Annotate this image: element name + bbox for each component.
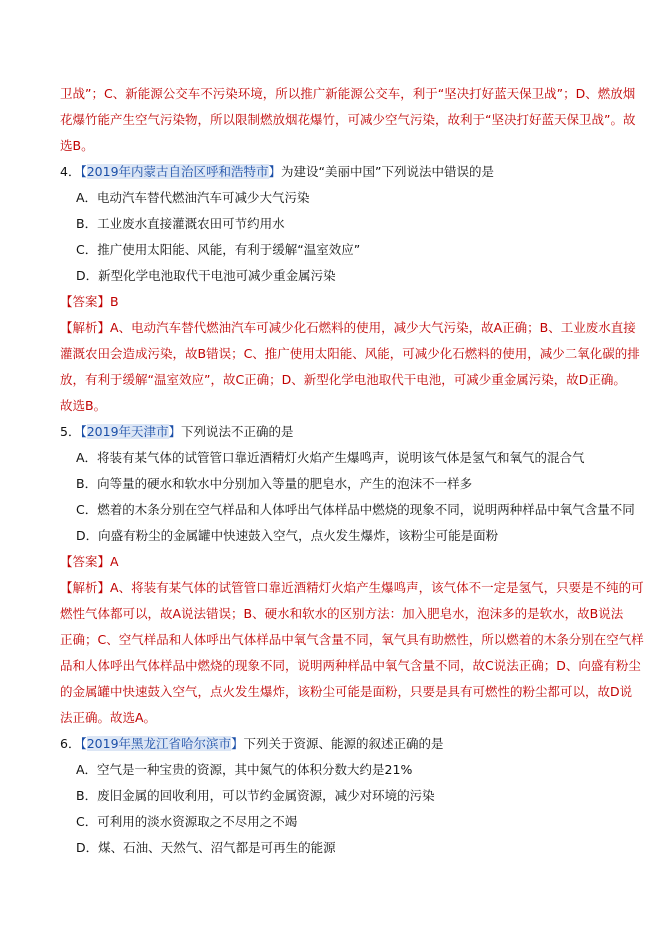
intro-line-2: 花爆竹能产生空气污染物，所以限制燃放烟花爆竹，可减少空气污染，故利于“坚决打好蓝天保卫战”。故 bbox=[60, 112, 636, 127]
q5-option-c: C．燃着的木条分别在空气样品和人体呼出气体样品中燃烧的现象不同，说明两种样品中氧气含量不同 bbox=[76, 502, 635, 517]
analysis-label: 【解析】 bbox=[60, 580, 111, 595]
q5-analysis-line-1: 【解析】A、将装有某气体的试管管口靠近酒精灯火焰产生爆鸣声，该气体不一定是氢气，只要是不纯的可 bbox=[60, 580, 644, 595]
question-text: 下列关于资源、能源的叙述正确的是 bbox=[243, 736, 444, 751]
q5-analysis-line-2: 燃性气体都可以，故A说法错误；B、硬水和软水的区别方法：加入肥皂水，泡沫多的是软水，故B说法 bbox=[60, 606, 624, 621]
q6-option-d: D．煤、石油、天然气、沼气都是可再生的能源 bbox=[76, 840, 336, 855]
question-text: 下列说法不正确的是 bbox=[181, 424, 294, 439]
answer-value: B bbox=[110, 294, 119, 309]
q5-option-a: A．将装有某气体的试管管口靠近酒精灯火焰产生爆鸣声，说明该气体是氢气和氧气的混合气 bbox=[76, 450, 585, 465]
question-4-stem: 4．【2019年内蒙古自治区呼和浩特市】为建设“美丽中国”下列说法中错误的是 bbox=[60, 164, 494, 179]
question-6-stem: 6．【2019年黑龙江省哈尔滨市】下列关于资源、能源的叙述正确的是 bbox=[60, 736, 444, 751]
question-5-stem: 5．【2019年天津市】下列说法不正确的是 bbox=[60, 424, 294, 439]
q4-analysis-line-2: 灌溉农田会造成污染，故B错误；C、推广使用太阳能、风能，可减少化石燃料的使用，减少二氧化碳的排 bbox=[60, 346, 640, 361]
q4-answer bbox=[60, 294, 119, 310]
q5-analysis-line-3: 正确；C、空气样品和人体呼出气体样品中氧气含量不同，氧气具有助燃性，所以燃着的木条分别在空气样 bbox=[60, 632, 644, 647]
question-source: 2019年天津市 bbox=[86, 424, 169, 439]
intro-line-3: 选B。 bbox=[60, 138, 94, 153]
intro-line-1: 卫战”；C、新能源公交车不污染环境，所以推广新能源公交车，利于“坚决打好蓝天保卫战”；D、燃放烟 bbox=[60, 86, 636, 101]
q4-analysis-line-4: 故选B。 bbox=[60, 398, 107, 413]
question-number: 6． bbox=[60, 736, 81, 751]
q6-option-c: C．可利用的淡水资源取之不尽用之不竭 bbox=[76, 814, 298, 829]
answer-label: 【答案】 bbox=[60, 294, 111, 309]
analysis-label: 【解析】 bbox=[60, 320, 111, 335]
q4-option-d: D．新型化学电池取代干电池可减少重金属污染 bbox=[76, 268, 336, 283]
q4-option-a: A．电动汽车替代燃油汽车可减少大气污染 bbox=[76, 190, 310, 205]
question-source: 2019年内蒙古自治区呼和浩特市 bbox=[86, 164, 269, 179]
q5-analysis-line-6: 法正确。故选A。 bbox=[60, 710, 157, 725]
q5-option-b: B．向等量的硬水和软水中分别加入等量的肥皂水，产生的泡沫不一样多 bbox=[76, 476, 473, 491]
question-number: 4． bbox=[60, 164, 81, 179]
q5-analysis-line-4: 品和人体呼出气体样品中燃烧的现象不同，说明两种样品中氧气含量不同，故C说法正确；D、向盛有粉尘 bbox=[60, 658, 641, 673]
question-number: 5． bbox=[60, 424, 81, 439]
q4-analysis-line-3: 放，有利于缓解“温室效应”，故C正确；D、新型化学电池取代干电池，可减少重金属污染，故D正确。 bbox=[60, 372, 626, 387]
q6-option-a: A．空气是一种宝贵的资源，其中氮气的体积分数大约是21% bbox=[76, 762, 413, 777]
q4-analysis-line-1: 【解析】A、电动汽车替代燃油汽车可减少化石燃料的使用，减少大气污染，故A正确；B、工业废水直接 bbox=[60, 320, 636, 335]
answer-value: A bbox=[110, 554, 119, 569]
q6-option-b: B．废旧金属的回收利用，可以节约金属资源，减少对环境的污染 bbox=[76, 788, 435, 803]
q4-option-b: B．工业废水直接灌溉农田可节约用水 bbox=[76, 216, 285, 231]
q5-analysis-line-5: 的金属罐中快速鼓入空气，点火发生爆炸，该粉尘可能是面粉，只要是具有可燃性的粉尘都可以，故D说 bbox=[60, 684, 633, 699]
q5-answer bbox=[60, 554, 119, 570]
answer-label: 【答案】 bbox=[60, 554, 111, 569]
q4-option-c: C．推广使用太阳能、风能，有利于缓解“温室效应” bbox=[76, 242, 361, 257]
question-text: 为建设“美丽中国”下列说法中错误的是 bbox=[281, 164, 494, 179]
question-source: 2019年黑龙江省哈尔滨市 bbox=[86, 736, 232, 751]
q5-option-d: D．向盛有粉尘的金属罐中快速鼓入空气，点火发生爆炸，该粉尘可能是面粉 bbox=[76, 528, 499, 543]
